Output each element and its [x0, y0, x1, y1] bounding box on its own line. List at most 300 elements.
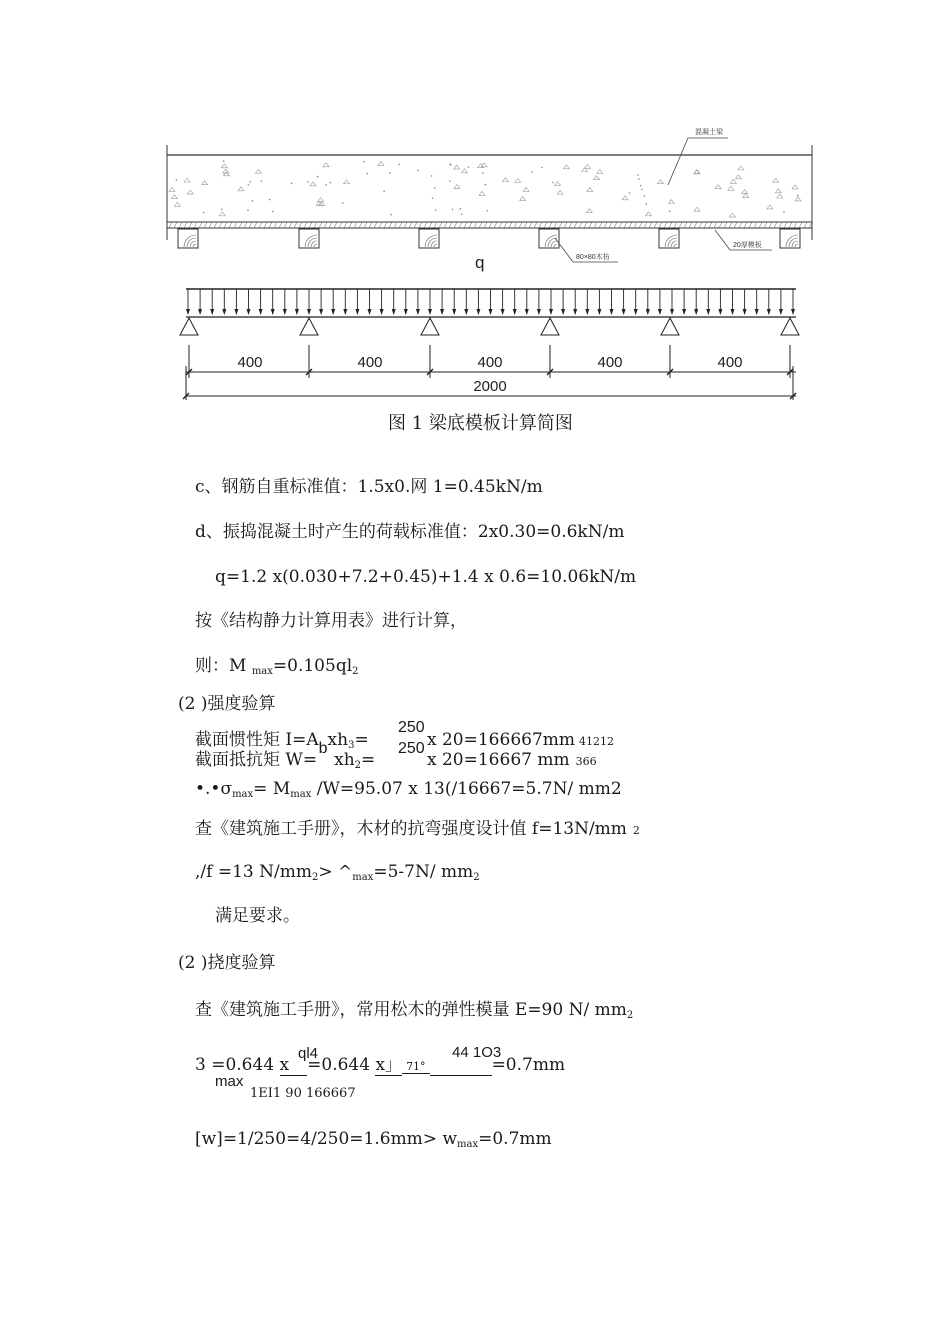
deflection-max: max [215, 1073, 244, 1090]
load-arrow-head [706, 309, 710, 315]
handbook-strength-sub: 2 [632, 824, 640, 837]
load-arrow-head [247, 309, 251, 315]
line-vibration-load: d、振捣混凝土时产生的荷载标准值：2x0.30=0.6kN/m [195, 522, 625, 542]
load-arrow-head [271, 309, 275, 315]
formwork-hatch [219, 222, 222, 228]
aggregate-dot [291, 183, 293, 185]
formwork-hatch [629, 222, 632, 228]
formwork-hatch [289, 222, 292, 228]
formwork-hatch [414, 222, 417, 228]
formwork-hatch [329, 222, 332, 228]
load-arrow-head [549, 309, 553, 315]
aggregate-mark [775, 189, 781, 193]
formwork-hatch [764, 222, 767, 228]
formwork-hatch [244, 222, 247, 228]
formwork-hatch [484, 222, 487, 228]
load-arrow-head [259, 309, 263, 315]
formwork-hatch [229, 222, 232, 228]
formwork-hatch [704, 222, 707, 228]
inertia-tail: 41212 [579, 735, 615, 748]
formwork-hatch [579, 222, 582, 228]
load-arrow-head [658, 309, 662, 315]
moment-sub: max [251, 666, 273, 677]
formwork-hatch [514, 222, 517, 228]
formwork-hatch [224, 222, 227, 228]
stress-sub2: max [290, 789, 312, 800]
aggregate-dot [272, 211, 274, 213]
limit-rest: =0.7mm [478, 1129, 552, 1149]
deflection-mid: =0.644 [307, 1055, 376, 1075]
inertia-xh: xh [327, 730, 349, 750]
aggregate-mark [171, 195, 177, 199]
formwork-hatch [469, 222, 472, 228]
support-triangle [661, 318, 679, 335]
formwork-hatch [574, 222, 577, 228]
joist [780, 229, 800, 248]
compare-sub: 2 [311, 872, 319, 883]
aggregate-dot [449, 163, 451, 165]
deflection-numerator: ql4 [298, 1045, 319, 1062]
aggregate-mark [310, 182, 316, 186]
aggregate-dot [383, 190, 385, 192]
load-arrow-head [561, 309, 565, 315]
load-arrow-head [597, 309, 601, 315]
formwork-hatch [284, 222, 287, 228]
formwork-hatch [314, 222, 317, 228]
aggregate-dot [221, 208, 223, 210]
load-arrow-head [331, 309, 335, 315]
formwork-hatch [699, 222, 702, 228]
load-arrow-head [610, 309, 614, 315]
formwork-hatch [374, 222, 377, 228]
limit-sub: max [457, 1139, 479, 1150]
wood-grain [554, 244, 557, 247]
aggregate-mark [585, 164, 591, 168]
inertia-prefix: 截面惯性矩 I=A [195, 730, 319, 750]
formwork-hatch [634, 222, 637, 228]
formwork-hatch [404, 222, 407, 228]
load-arrow-head [767, 309, 771, 315]
formwork-hatch [709, 222, 712, 228]
formwork-hatch [269, 222, 272, 228]
formwork-hatch [334, 222, 337, 228]
formwork-hatch [674, 222, 677, 228]
aggregate-dot [629, 192, 631, 194]
aggregate-dot [342, 202, 344, 204]
formwork-hatch [209, 222, 212, 228]
formwork-hatch [569, 222, 572, 228]
load-arrow-head [222, 309, 226, 315]
formwork-hatch [409, 222, 412, 228]
line-q-formula: q=1.2 x(0.030+7.2+0.45)+1.4 x 0.6=10.06kN/m [215, 567, 637, 587]
wood-grain [187, 238, 196, 247]
formwork-hatch [344, 222, 347, 228]
formwork-hatch [639, 222, 642, 228]
formwork-hatch [494, 222, 497, 228]
span-label-3: 400 [477, 354, 503, 371]
aggregate-mark [219, 212, 225, 216]
aggregate-dot [797, 195, 799, 197]
modulus-exp: 2 [354, 760, 362, 771]
aggregate-mark [597, 169, 603, 173]
aggregate-mark [795, 197, 801, 201]
aggregate-mark [344, 180, 350, 184]
formwork-hatch [249, 222, 252, 228]
formwork-hatch [459, 222, 462, 228]
compare-sub2: max [352, 872, 374, 883]
aggregate-mark [743, 194, 749, 198]
aggregate-mark [515, 179, 521, 183]
formwork-hatch [774, 222, 777, 228]
formwork-hatch [174, 222, 177, 228]
formwork-hatch [424, 222, 427, 228]
formwork-hatch [744, 222, 747, 228]
supports [180, 318, 799, 335]
wood-joists [178, 229, 800, 248]
load-arrow-head [731, 309, 735, 315]
compare-prefix: ,/f =13 N/mm [195, 862, 312, 882]
formwork-hatch [259, 222, 262, 228]
formwork-hatch [299, 222, 302, 228]
handbook-modulus-text: 查《建筑施工手册》，常用松木的弹性模量 E=90 N/ mm [195, 1000, 627, 1020]
aggregate-dot [435, 209, 437, 211]
handbook-modulus-sub: 2 [626, 1010, 634, 1021]
span-label-5: 400 [717, 354, 743, 371]
wood-grain [789, 238, 798, 247]
formwork-hatch [659, 222, 662, 228]
aggregate-mark [221, 164, 227, 168]
load-arrow-head [513, 309, 517, 315]
load-arrow-head [646, 309, 650, 315]
modulus-value: x 20=16667 mm [427, 750, 570, 770]
aggregate-dot [389, 172, 391, 174]
formwork-hatch [729, 222, 732, 228]
aggregate-dot [248, 184, 250, 186]
load-arrow-head [416, 309, 420, 315]
formwork-hatch [234, 222, 237, 228]
aggregate-dot [330, 182, 332, 184]
wood-grain [674, 244, 677, 247]
aggregate-dot [434, 187, 436, 189]
formwork-hatch [274, 222, 277, 228]
formwork-hatch [389, 222, 392, 228]
formwork-hatch [199, 222, 202, 228]
section-deflection-check: (2 )挠度验算 [178, 953, 276, 973]
aggregate-mark [657, 180, 663, 184]
span-label-1: 400 [237, 354, 263, 371]
load-symbol: q [475, 253, 485, 272]
formwork-hatch [254, 222, 257, 228]
load-arrow-head [307, 309, 311, 315]
line-handbook-modulus [195, 1000, 633, 1026]
wood-grain [314, 244, 317, 247]
formwork-hatch [724, 222, 727, 228]
inertia-result [427, 730, 614, 752]
formwork-hatch [564, 222, 567, 228]
aggregate-dot [307, 181, 309, 183]
line-moment [195, 656, 359, 682]
joist [659, 229, 679, 248]
formwork-hatch [534, 222, 537, 228]
formwork-hatch [794, 222, 797, 228]
formwork-hatch [204, 222, 207, 228]
aggregate-dot [637, 174, 639, 176]
load-arrow-head [634, 309, 638, 315]
formwork-hatch [694, 222, 697, 228]
aggregate-mark [523, 187, 529, 191]
aggregate-mark [767, 205, 773, 209]
formwork-hatch [684, 222, 687, 228]
load-arrow-head [718, 309, 722, 315]
inertia-value: x 20=166667mm [427, 730, 576, 750]
load-arrow-head [440, 309, 444, 315]
formwork-hatch [619, 222, 622, 228]
deflection-numerator2: 44 1O3 [452, 1044, 502, 1061]
aggregate-mark [730, 179, 736, 183]
formwork-hatch [194, 222, 197, 228]
wood-grain [795, 244, 798, 247]
load-arrow-head [670, 309, 674, 315]
aggregate-mark [694, 207, 700, 211]
line-modulus [195, 750, 375, 776]
formwork-hatch [444, 222, 447, 228]
aggregate-mark [169, 187, 175, 191]
aggregate-mark [715, 185, 721, 189]
modulus-xh: xh [334, 750, 355, 770]
load-arrow-head [319, 309, 323, 315]
line-deflection [195, 1055, 565, 1077]
load-arrow-head [368, 309, 372, 315]
formwork-hatch [664, 222, 667, 228]
load-arrow-head [295, 309, 299, 315]
aggregate-dot [249, 181, 251, 183]
formwork-hatch [399, 222, 402, 228]
aggregate-dot [460, 208, 462, 210]
aggregate-dot [638, 178, 640, 180]
aggregate-mark [563, 165, 569, 169]
aggregate-dot [485, 184, 487, 186]
load-arrow-head [501, 309, 505, 315]
aggregate-mark [557, 190, 563, 194]
stress-prefix: •.•σ [195, 779, 233, 799]
aggregate-mark [174, 202, 180, 206]
load-arrow-head [198, 309, 202, 315]
aggregate-dot [552, 182, 554, 184]
formwork-hatch [474, 222, 477, 228]
formwork-hatch [394, 222, 397, 228]
aggregate-dot [417, 169, 419, 171]
compare-mid: > ^ [318, 862, 353, 882]
load-arrow-head [380, 309, 384, 315]
aggregate-dot [252, 200, 254, 202]
load-arrow-head [186, 309, 190, 315]
joist [419, 229, 439, 248]
stress-mid: = M [253, 779, 291, 799]
limit-prefix: [w]=1/250=4/250=1.6mm> w [195, 1129, 458, 1149]
aggregate-mark [454, 165, 460, 169]
load-arrow-head [452, 309, 456, 315]
aggregate-mark [594, 176, 600, 180]
modulus-prefix: 截面抵抗矩 W= [195, 750, 318, 770]
formwork-hatch [539, 222, 542, 228]
aggregate-dot [461, 213, 463, 215]
aggregate-mark [378, 162, 384, 166]
formwork-hatch [759, 222, 762, 228]
stress-formula: /W=95.07 x 13(/16667=5.7N/ mm2 [311, 779, 622, 799]
wood-grain [193, 244, 196, 247]
formwork-hatch [309, 222, 312, 228]
aggregate-dot [531, 171, 533, 173]
load-arrow-head [743, 309, 747, 315]
deflection-denominator: 1EI1 90 166667 [250, 1086, 356, 1101]
load-arrow-head [476, 309, 480, 315]
aggregate-mark [729, 213, 735, 217]
support-triangle [180, 318, 198, 335]
aggregate-mark [742, 190, 748, 194]
formwork-hatch [554, 222, 557, 228]
load-arrow-head [343, 309, 347, 315]
aggregate-mark [520, 197, 526, 201]
support-triangle [541, 318, 559, 335]
load-arrow-head [234, 309, 238, 315]
aggregate-mark [622, 196, 628, 200]
joist [299, 229, 319, 248]
wood-grain [434, 244, 437, 247]
formwork-hatch [559, 222, 562, 228]
aggregate-mark [555, 182, 561, 186]
line-handbook-strength [195, 819, 640, 841]
wood-grain [308, 238, 317, 247]
load-arrow-head [525, 309, 529, 315]
deflection-result: =0.7mm [491, 1055, 566, 1075]
label-wood: 80×80木枋 [576, 254, 610, 261]
formwork-hatch [749, 222, 752, 228]
load-arrow-head [404, 309, 408, 315]
line-deflection-limit [195, 1129, 552, 1155]
aggregate-mark [454, 185, 460, 189]
formwork-hatch [779, 222, 782, 228]
span-label-2: 400 [357, 354, 383, 371]
aggregate-dot [482, 172, 484, 174]
figure-caption: 图 1 梁底模板计算简图 [388, 413, 573, 434]
formwork-hatch [454, 222, 457, 228]
formwork-hatch [439, 222, 442, 228]
formwork-hatch [599, 222, 602, 228]
compare-sub3: 2 [473, 872, 480, 883]
load-arrow-head [585, 309, 589, 315]
formwork-hatch [319, 222, 322, 228]
deflection-prefix: 3 =0.644 [195, 1055, 280, 1075]
aggregate-mark [461, 169, 467, 173]
deflection-x2: x」 [375, 1055, 403, 1075]
formwork-hatch [594, 222, 597, 228]
aggregate-mark [184, 178, 190, 182]
aggregate-mark [202, 181, 208, 185]
aggregate-mark [586, 209, 592, 213]
support-triangle [300, 318, 318, 335]
load-arrow-head [537, 309, 541, 315]
aggregate-dot [269, 199, 271, 201]
aggregate-dot [449, 180, 451, 182]
aggregate-dot [486, 210, 488, 212]
aggregate-mark [481, 163, 487, 167]
joist [178, 229, 198, 248]
aggregate-dot [247, 210, 249, 212]
load-arrow-head [210, 309, 214, 315]
formwork-hatch [169, 222, 172, 228]
formwork-hatch [604, 222, 607, 228]
formwork-hatch [669, 222, 672, 228]
formwork-hatch [589, 222, 592, 228]
concrete-beam [167, 145, 812, 240]
formwork-hatch [364, 222, 367, 228]
formwork-hatch [769, 222, 772, 228]
formwork-hatch [624, 222, 627, 228]
support-triangle [421, 318, 439, 335]
aggregate-mark [735, 175, 741, 179]
joist [539, 229, 559, 248]
formwork-hatch [479, 222, 482, 228]
formwork-hatch [734, 222, 737, 228]
load-arrow-head [428, 309, 432, 315]
load-arrow-head [694, 309, 698, 315]
aggregate-mark [792, 185, 798, 189]
formwork-hatch [214, 222, 217, 228]
aggregate-mark [773, 178, 779, 182]
aggregate-dot [646, 203, 648, 205]
aggregate-mark [728, 186, 734, 190]
formwork-hatch [609, 222, 612, 228]
aggregate-dot [261, 180, 263, 182]
formwork-hatch [524, 222, 527, 228]
aggregate-dot [432, 197, 434, 199]
load-arrow-head [355, 309, 359, 315]
formwork-hatch [789, 222, 792, 228]
line-table-reference: 按《结构静力计算用表》进行计算， [195, 611, 467, 631]
formwork-hatch [339, 222, 342, 228]
load-arrow-head [464, 309, 468, 315]
aggregate-dot [390, 214, 392, 216]
aggregate-dot [203, 212, 205, 214]
load-arrow-head [573, 309, 577, 315]
inertia-exp: 3 [348, 740, 355, 751]
formwork-hatch [464, 222, 467, 228]
label-concrete: 混凝土梁 [695, 129, 723, 136]
total-length-label: 2000 [473, 378, 507, 395]
inertia-eq: = [354, 730, 369, 750]
load-arrow-head [489, 309, 493, 315]
formwork-hatch [384, 222, 387, 228]
aggregate-mark [187, 190, 193, 194]
aggregate-mark [668, 200, 674, 204]
aggregate-dot [669, 210, 671, 212]
formwork-hatch [529, 222, 532, 228]
formwork-hatch [239, 222, 242, 228]
aggregate-dot [366, 173, 368, 175]
formwork-hatch [294, 222, 297, 228]
formwork-hatch [509, 222, 512, 228]
aggregate-dot [363, 161, 365, 163]
formwork-hatch [304, 222, 307, 228]
formwork-hatch [429, 222, 432, 228]
aggregate-mark [777, 194, 783, 198]
aggregate-mark [738, 166, 744, 170]
formwork-hatch [369, 222, 372, 228]
wood-grain [668, 238, 677, 247]
load-arrow-head [791, 309, 795, 315]
label-formwork: 20厚模板 [733, 242, 762, 249]
formwork-hatch [584, 222, 587, 228]
